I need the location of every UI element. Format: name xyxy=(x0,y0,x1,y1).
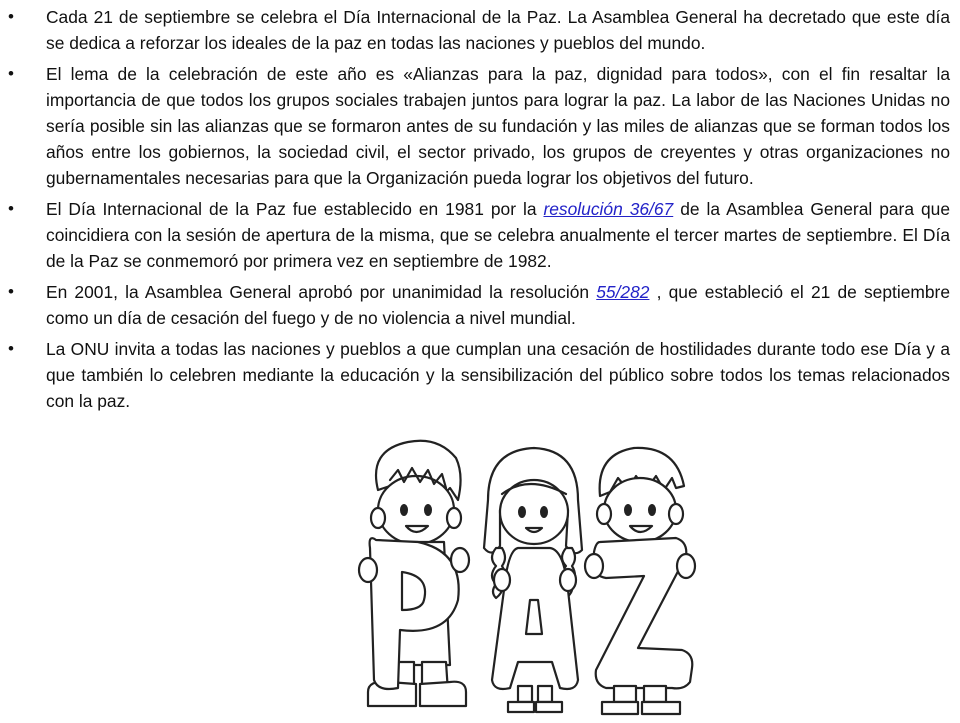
resolution-55-282-link[interactable]: 55/282 xyxy=(596,282,650,302)
bullet-text-before: En 2001, la Asamblea General aprobó por unanimidad la resolución xyxy=(46,282,597,302)
kid-z xyxy=(585,448,695,714)
bullet-dot-icon: • xyxy=(8,282,14,301)
bullet-dot-icon: • xyxy=(8,199,14,218)
kid-a xyxy=(484,448,582,712)
paz-kids-illustration xyxy=(338,430,718,718)
bullet-dot-icon: • xyxy=(8,339,14,358)
bullet-dot-icon: • xyxy=(8,7,14,26)
bullet-text: La ONU invita a todas las naciones y pueblos a que cumplan una cesación de hostilidades durante todo ese Día y a que también lo celebren mediante la educación y la sensibilización del público sobre todos los temas relacionados con la paz. xyxy=(46,339,950,411)
bullet-text-after: , que estableció el 21 de septiembre como un día de cesación del fuego y de no violencia a nivel mundial. xyxy=(46,282,951,328)
bullet-text-after: de la Asamblea General para que coincidiera con la sesión de apertura de la misma, que se celebra anualmente el tercer martes de septiembre. El Día de la Paz se conmemoró por primera vez en septiembre de 1982. xyxy=(46,199,951,271)
kid-p xyxy=(359,441,469,706)
paz-kids-drawing xyxy=(338,430,718,718)
bullet-list xyxy=(8,4,950,419)
bullet-dot-icon: • xyxy=(8,64,14,83)
bullet-item xyxy=(8,336,950,414)
bullet-item xyxy=(8,4,950,56)
resolution-36-67-link[interactable]: resolución 36/67 xyxy=(543,199,674,219)
bullet-item xyxy=(8,196,950,274)
bullet-item xyxy=(8,279,950,331)
bullet-text: Cada 21 de septiembre se celebra el Día Internacional de la Paz. La Asamblea General ha decretado que este día se dedica a reforzar los ideales de la paz en todas las naciones y pueblos del mundo. xyxy=(46,7,950,53)
bullet-text-before: El Día Internacional de la Paz fue establecido en 1981 por la xyxy=(46,199,544,219)
bullet-item xyxy=(8,61,950,191)
bullet-text: El lema de la celebración de este año es «Alianzas para la paz, dignidad para todos», con el fin resaltar la importancia de que todos los grupos sociales trabajen juntos para lograr la paz. La labor de las Naciones Unidas no sería posible sin las alianzas que se formaron antes de su fundación y las miles de alianzas que se forman todos los años entre los gobiernos, la sociedad civil, el sector privado, los grupos de creyentes y otras organizaciones no gubernamentales necesarias para que la Organización pueda lograr los objetivos del futuro. xyxy=(46,64,950,188)
